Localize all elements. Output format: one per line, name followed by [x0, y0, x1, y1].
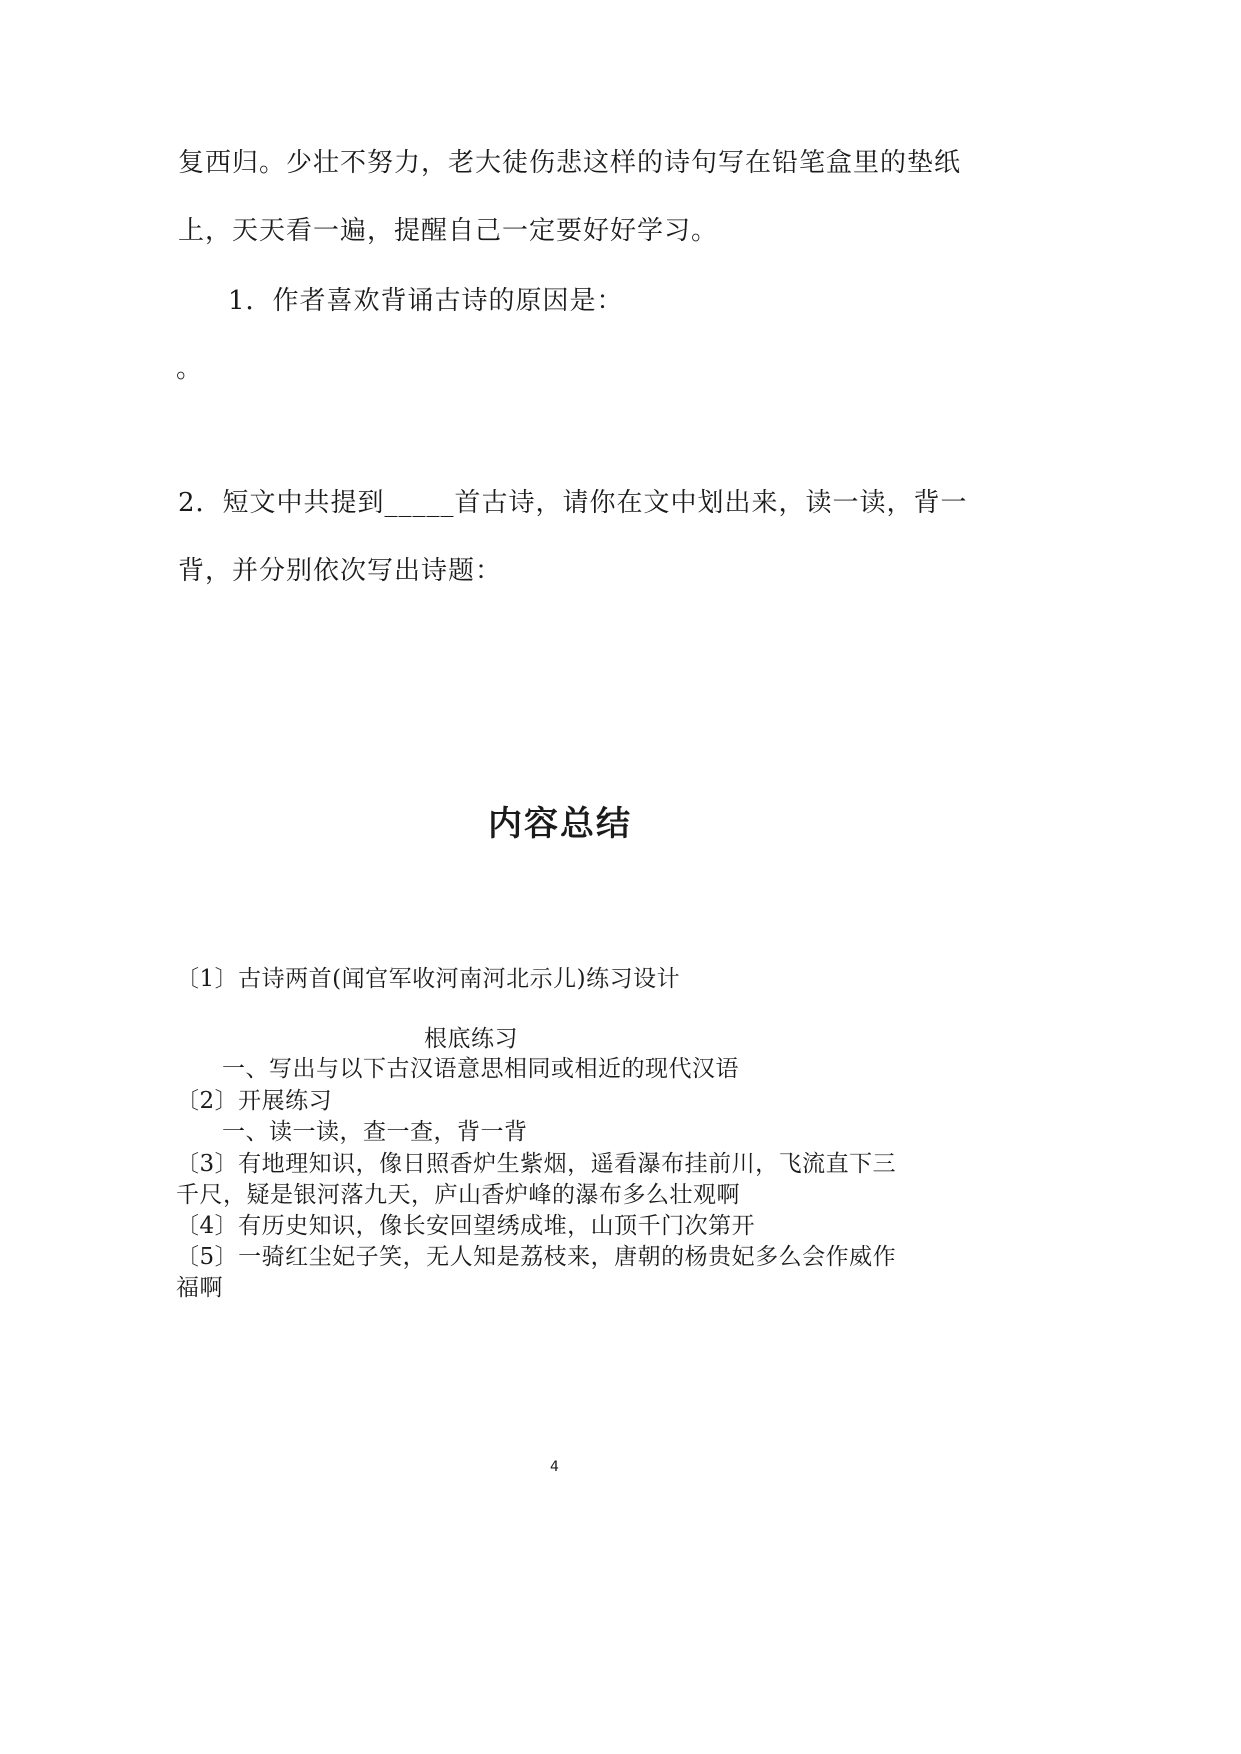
summary-item-3-cont: 千尺，疑是银河落九天，庐山香炉峰的瀑布多么壮观啊 [176, 1182, 740, 1208]
summary-title: 内容总结 [488, 804, 632, 844]
summary-item-4: 〔4〕有历史知识，像长安回望绣成堆，山顶千门次第开 [176, 1213, 756, 1239]
summary-item-2-sub: 一、读一读，查一查，背一背 [222, 1119, 528, 1145]
question-2-text-end: 首古诗，请你在文中划出来，读一读，背一 [454, 488, 968, 518]
question-2 [178, 482, 968, 519]
summary-item-5: 〔5〕一骑红尘妃子笑，无人知是荔枝来，唐朝的杨贵妃多么会作威作 [176, 1244, 897, 1270]
question-2-line-2: 背，并分别依次写出诗题： [178, 556, 503, 586]
question-1-answer-end: 。 [176, 354, 204, 384]
summary-item-2: 〔2〕开展练习 [176, 1088, 333, 1114]
question-2-blank: _____ [384, 488, 455, 518]
passage-line-2: 上，天天看一遍，提醒自己一定要好好学习。 [178, 216, 719, 246]
question-1: 1．作者喜欢背诵古诗的原因是： [228, 286, 624, 316]
summary-item-1: 〔1〕古诗两首(闻官军收河南河北示儿)练习设计 [176, 966, 681, 992]
summary-subheading: 根底练习 [424, 1026, 518, 1052]
question-2-text-start: 2．短文中共提到 [178, 488, 385, 518]
page-number: 4 [550, 1459, 559, 1475]
summary-item-3: 〔3〕有地理知识，像日照香炉生紫烟，遥看瀑布挂前川，飞流直下三 [176, 1151, 897, 1177]
summary-item-5-cont: 福啊 [176, 1275, 223, 1301]
passage-line-1: 复西归。少壮不努力，老大徒伤悲这样的诗句写在铅笔盒里的垫纸 [178, 148, 962, 178]
summary-item-1-sub: 一、写出与以下古汉语意思相同或相近的现代汉语 [222, 1056, 739, 1082]
